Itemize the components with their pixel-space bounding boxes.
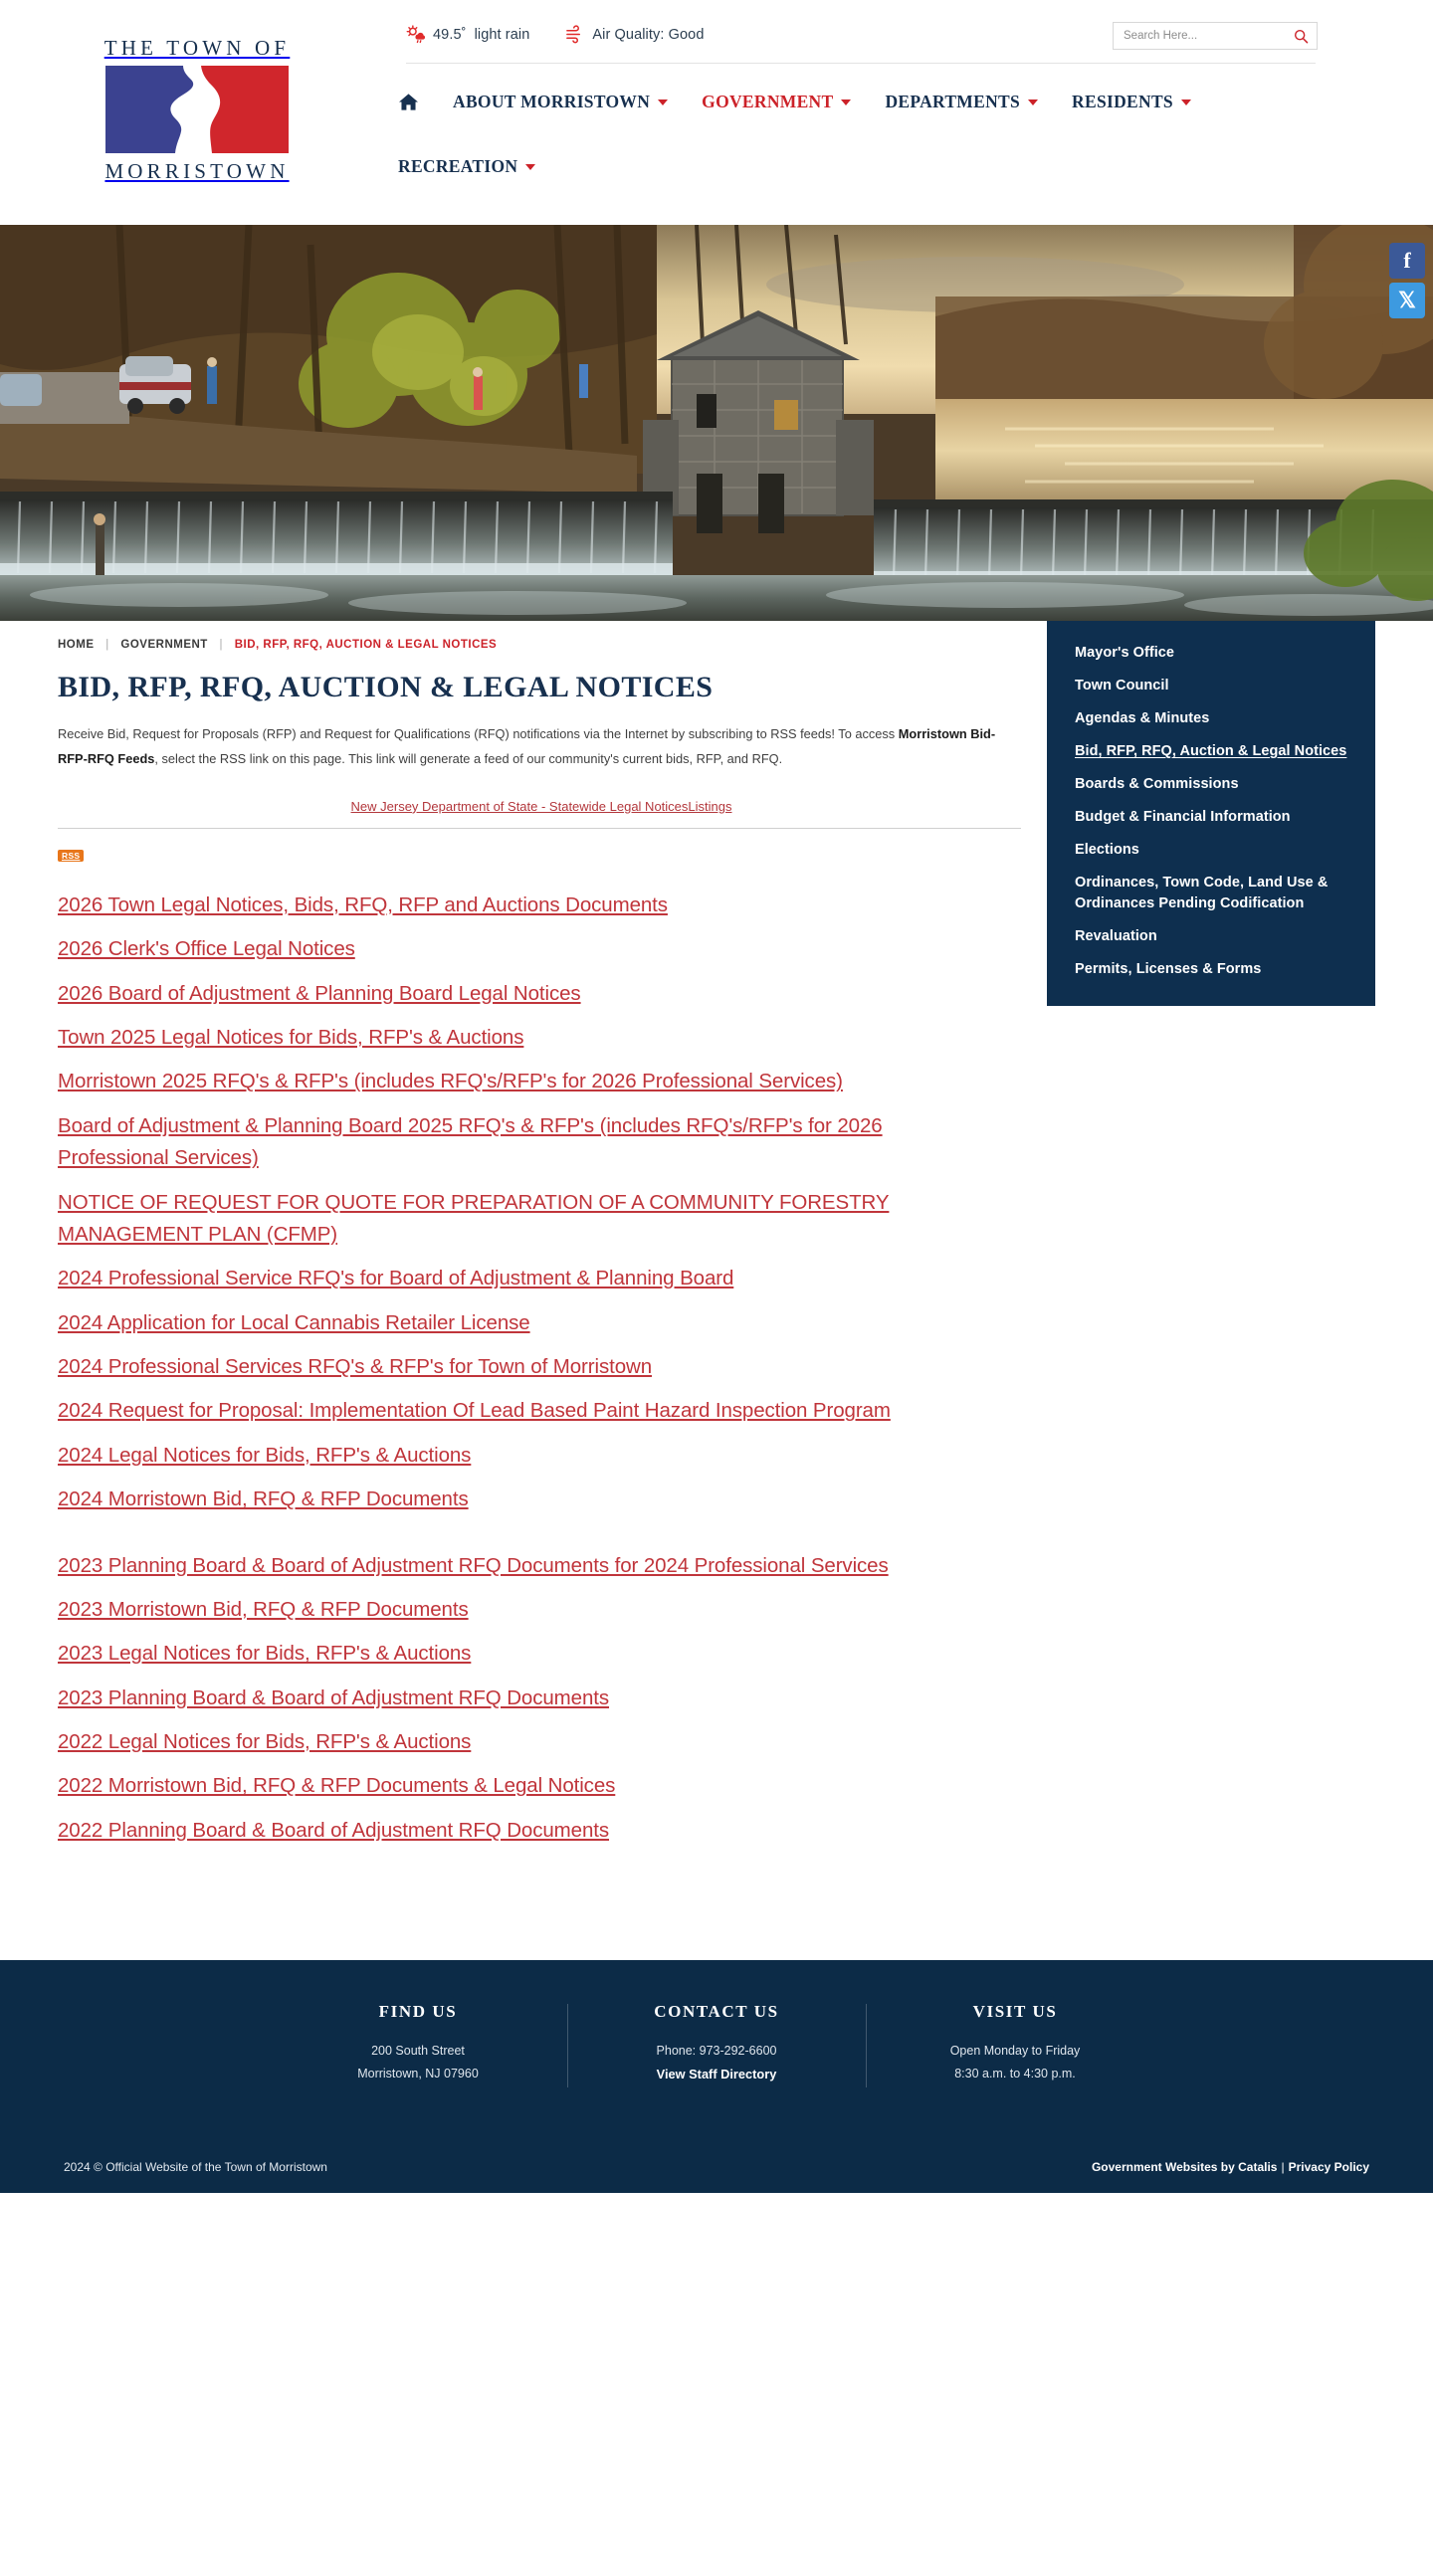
footer-phone: Phone: 973-292-6600 <box>656 2044 777 2058</box>
breadcrumb <box>58 639 1025 651</box>
section-sidebar-menu <box>1047 621 1375 1006</box>
search-icon <box>1294 29 1309 44</box>
doc-link[interactable]: 2024 Legal Notices for Bids, RFP's & Auctions <box>58 1443 472 1467</box>
doc-link[interactable]: 2024 Morristown Bid, RFQ & RFP Documents <box>58 1487 469 1511</box>
footer-address-line1: 200 South Street <box>371 2044 465 2058</box>
content-divider <box>58 828 1021 829</box>
intro-paragraph <box>58 722 1023 772</box>
footer-legal-bar <box>0 2141 1433 2193</box>
doc-link[interactable]: 2026 Clerk's Office Legal Notices <box>58 937 355 961</box>
facebook-icon[interactable]: f <box>1389 243 1425 279</box>
sidebar-item-mayors-office[interactable]: Mayor's Office <box>1075 645 1175 661</box>
search-submit-button[interactable] <box>1293 28 1309 44</box>
intro-bold-phrase: Morristown Bid-RFP-RFQ Feeds <box>58 726 996 766</box>
privacy-policy-link[interactable]: Privacy Policy <box>1288 2160 1369 2174</box>
sun-cloud-rain-icon <box>406 25 425 44</box>
nj-legal-notices-row <box>58 798 1025 816</box>
main-content-column <box>58 639 1025 1859</box>
doc-link[interactable]: 2022 Planning Board & Board of Adjustment RFQ Documents <box>58 1818 610 1842</box>
intro-text-part2: , select the RSS link on this page. This link will generate a feed of our community's current bids, RFP, and RFQ. <box>154 750 783 766</box>
doc-link[interactable]: Board of Adjustment & Planning Board 2025 RFQ's & RFP's (includes RFQ's/RFP's for 2026 Professional Services) <box>58 1113 883 1170</box>
intro-text-part1: Receive Bid, Request for Proposals (RFP) and Request for Qualifications (RFQ) notifications via the Internet by subscribing to RSS feeds! To access <box>58 726 899 741</box>
nav-item-about-morristown[interactable] <box>453 92 668 112</box>
document-links-list <box>58 890 1025 1847</box>
sidebar-item-town-council[interactable]: Town Council <box>1075 678 1169 694</box>
nav-item-label: DEPARTMENTS <box>885 92 1021 111</box>
site-header <box>0 0 1433 225</box>
page-body <box>0 621 1433 2193</box>
sidebar-item-boards-commissions[interactable]: Boards & Commissions <box>1075 776 1239 793</box>
doc-link[interactable]: 2022 Morristown Bid, RFQ & RFP Documents & Legal Notices <box>58 1774 616 1798</box>
breadcrumb-government[interactable]: GOVERNMENT <box>120 639 208 651</box>
footer-column-contact-us <box>567 2002 866 2086</box>
catalis-credit-link[interactable]: Government Websites by Catalis <box>1091 2160 1278 2174</box>
nav-item-departments[interactable] <box>885 92 1038 112</box>
nav-item-label: RESIDENTS <box>1072 92 1173 111</box>
doc-link[interactable]: 2023 Planning Board & Board of Adjustment RFQ Documents for 2024 Professional Services <box>58 1553 889 1577</box>
sidebar-item-agendas-minutes[interactable]: Agendas & Minutes <box>1075 710 1210 727</box>
doc-link[interactable]: NOTICE OF REQUEST FOR QUOTE FOR PREPARATION OF A COMMUNITY FORESTRY MANAGEMENT PLAN (CFMP) <box>58 1190 890 1246</box>
breadcrumb-home[interactable]: HOME <box>58 639 95 651</box>
doc-link[interactable]: 2026 Town Legal Notices, Bids, RFQ, RFP and Auctions Documents <box>58 892 668 916</box>
doc-link[interactable]: 2024 Professional Service RFQ's for Board of Adjustment & Planning Board <box>58 1267 734 1290</box>
footer-heading: CONTACT US <box>654 2002 779 2021</box>
home-icon <box>398 93 419 111</box>
breadcrumb-separator: | <box>219 639 224 651</box>
sidebar-item-revaluation[interactable]: Revaluation <box>1075 928 1157 945</box>
rss-feed-badge[interactable]: RSS <box>58 850 84 863</box>
sidebar-item-budget-financial-information[interactable]: Budget & Financial Information <box>1075 809 1291 826</box>
doc-link[interactable]: 2026 Board of Adjustment & Planning Board Legal Notices <box>58 981 581 1005</box>
sidebar-item-permits-licenses-forms[interactable]: Permits, Licenses & Forms <box>1075 961 1262 978</box>
sidebar-item-bid-rfp-rfq-auction-legal-notices[interactable]: Bid, RFP, RFQ, Auction & Legal Notices <box>1075 743 1347 760</box>
footer-heading: FIND US <box>378 2002 458 2021</box>
doc-link[interactable]: Town 2025 Legal Notices for Bids, RFP's & Auctions <box>58 1026 524 1050</box>
doc-link[interactable]: 2024 Request for Proposal: Implementation Of Lead Based Paint Hazard Inspection Program <box>58 1399 891 1423</box>
footer-column-find-us <box>269 2002 567 2085</box>
air-quality-label: Air Quality: Good <box>592 26 705 43</box>
page-title: BID, RFP, RFQ, AUCTION & LEGAL NOTICES <box>58 671 714 703</box>
chevron-down-icon <box>1028 99 1038 105</box>
social-links <box>1389 243 1425 318</box>
breadcrumb-current: BID, RFP, RFQ, AUCTION & LEGAL NOTICES <box>234 639 498 651</box>
view-staff-directory-link[interactable]: View Staff Directory <box>656 2067 777 2082</box>
footer-hours-line2: 8:30 a.m. to 4:30 p.m. <box>954 2067 1076 2081</box>
chevron-down-icon <box>841 99 851 105</box>
chevron-down-icon <box>658 99 668 105</box>
weather-condition: light rain <box>474 26 530 43</box>
footer-hours-line1: Open Monday to Friday <box>949 2044 1081 2058</box>
site-logo[interactable] <box>98 38 297 185</box>
doc-link[interactable]: 2023 Morristown Bid, RFQ & RFP Documents <box>58 1597 469 1621</box>
doc-link[interactable]: Morristown 2025 RFQ's & RFP's (includes RFQ's/RFP's for 2026 Professional Services) <box>58 1070 843 1093</box>
doc-link[interactable]: 2024 Professional Services RFQ's & RFP's for Town of Morristown <box>58 1355 652 1379</box>
nav-item-label: GOVERNMENT <box>702 92 834 111</box>
nav-item-residents[interactable] <box>1072 92 1191 112</box>
nav-item-government[interactable] <box>702 92 851 112</box>
x-twitter-icon[interactable]: 𝕏 <box>1389 283 1425 318</box>
doc-link[interactable]: 2024 Application for Local Cannabis Retailer License <box>58 1310 530 1334</box>
utility-bar <box>406 25 704 44</box>
sidebar-item-ordinances-town-code[interactable]: Ordinances, Town Code, Land Use & Ordinances Pending Codification <box>1075 875 1329 912</box>
footer-copyright: 2024 © Official Website of the Town of Morristown <box>64 2160 327 2174</box>
main-navigation <box>398 92 1333 177</box>
nav-divider <box>406 63 1316 64</box>
footer-address-line2: Morristown, NJ 07960 <box>357 2067 479 2081</box>
search-input[interactable] <box>1124 30 1293 42</box>
footer-credits <box>1092 2160 1369 2174</box>
hero-banner <box>0 225 1433 621</box>
footer-column-visit-us <box>866 2002 1164 2085</box>
doc-link[interactable]: 2022 Legal Notices for Bids, RFP's & Auctions <box>58 1730 472 1754</box>
nav-item-label: ABOUT MORRISTOWN <box>453 92 651 111</box>
weather-temperature: 49.5˚ <box>433 26 467 43</box>
logo-top-text: THE TOWN OF <box>103 36 291 60</box>
nav-item-label: RECREATION <box>398 156 518 176</box>
nav-item-recreation[interactable] <box>398 156 535 177</box>
logo-bottom-text: MORRISTOWN <box>104 159 290 183</box>
hero-image <box>0 225 1433 621</box>
breadcrumb-separator: | <box>105 639 109 651</box>
credit-separator: | <box>1281 2160 1285 2174</box>
nav-home-link[interactable] <box>398 93 419 111</box>
wind-icon <box>565 25 584 44</box>
sidebar-item-elections[interactable]: Elections <box>1075 842 1139 859</box>
footer-columns <box>0 1960 1433 2141</box>
search-box[interactable] <box>1113 22 1318 50</box>
chevron-down-icon <box>1181 99 1191 105</box>
nj-statewide-legal-notices-link[interactable]: New Jersey Department of State - Statewide Legal NoticesListings <box>350 798 732 814</box>
doc-link[interactable]: 2023 Planning Board & Board of Adjustment RFQ Documents <box>58 1685 610 1709</box>
chevron-down-icon <box>525 164 535 170</box>
colonial-soldier-silhouette-icon <box>105 66 289 153</box>
weather-widget[interactable] <box>406 25 529 44</box>
doc-link[interactable]: 2023 Legal Notices for Bids, RFP's & Auctions <box>58 1642 472 1666</box>
site-footer <box>0 1960 1433 2193</box>
logo-emblem <box>105 66 289 153</box>
footer-heading: VISIT US <box>972 2002 1058 2021</box>
air-quality-widget[interactable] <box>565 25 704 44</box>
